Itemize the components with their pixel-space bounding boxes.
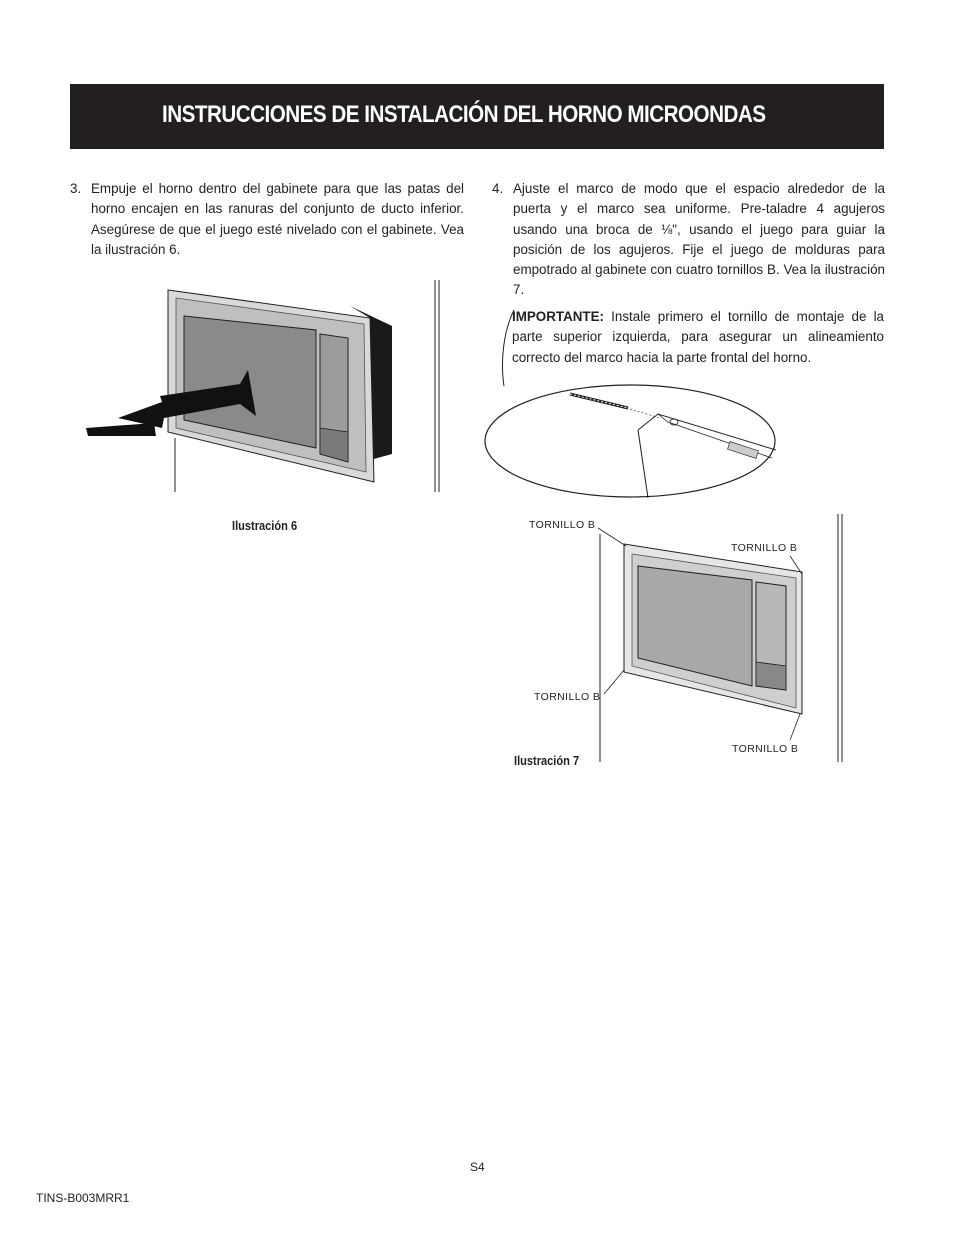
callout-tornillo-b-bottom-right: TORNILLO B [732, 743, 799, 755]
callout-tornillo-b-bottom-left: TORNILLO B [534, 691, 601, 703]
important-text: Instale primero el tornillo de montaje de la parte superior izquierda, para asegurar un alineamiento correcto del marco hacia la parte frontal del horno. [512, 309, 884, 365]
callout-tornillo-b-top-right: TORNILLO B [731, 542, 798, 554]
step-text: Ajuste el marco de modo que el espacio alrededor de la puerta y el marco sea uniforme. Pre-taladre 4 agujeros usando una broca de ⅛", usando el juego para guiar la posición de los agujeros. Fije el juego de molduras para empotrado al gabinete con cuatro tornillos B. Vea la ilustración 7. [513, 181, 885, 298]
header-bar [70, 84, 884, 149]
step-number: 3. [70, 181, 82, 196]
step-text: Empuje el horno dentro del gabinete para que las patas del horno encajen en las ranuras del conjunto de ducto inferior. Asegúrese de que el juego esté nivelado con el gabinete. Vea la ilustración 6. [91, 181, 464, 257]
document-code: TINS-B003MRR1 [36, 1191, 130, 1205]
page-number: S4 [470, 1160, 485, 1174]
figure-6-caption: Ilustración 6 [232, 518, 298, 533]
important-label: IMPORTANTE: [512, 309, 604, 324]
figure-7-caption: Ilustración 7 [514, 753, 580, 768]
illustration-6 [80, 278, 450, 498]
step-number: 4. [492, 181, 504, 196]
page-title: INSTRUCCIONES DE INSTALACIÓN DEL HORNO MICROONDAS [162, 101, 766, 128]
callout-tornillo-b-top-left: TORNILLO B [529, 519, 596, 531]
